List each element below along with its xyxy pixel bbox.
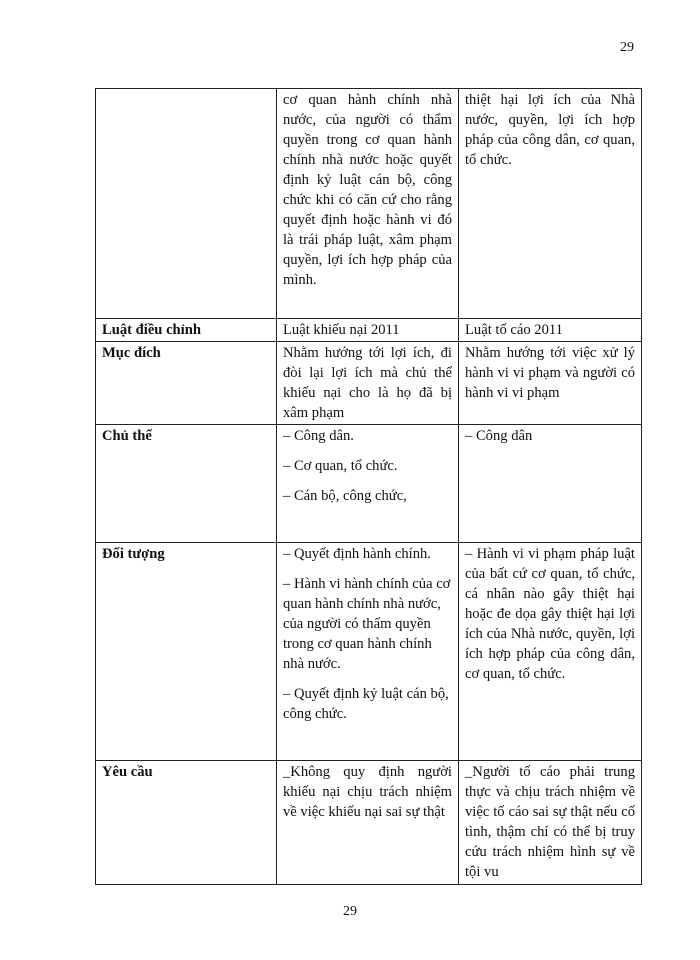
denunciation-cell: Nhằm hướng tới việc xử lý hành vi vi phạm và người có hành vi vi phạm <box>459 342 642 425</box>
row-label: Yêu cầu <box>96 761 277 885</box>
row-label: Mục đích <box>96 342 277 425</box>
complaint-cell: Nhằm hướng tới lợi ích, đi đòi lại lợi ích mà chủ thể khiếu nại cho là họ đã bị xâm phạm <box>277 342 459 425</box>
comparison-table <box>95 88 642 885</box>
row-label <box>96 89 277 319</box>
table-row <box>96 761 642 885</box>
list-item: – Hành vi vi phạm pháp luật của bất cứ cơ quan, tổ chức, cá nhân nào gây thiệt hại hoặc đe dọa gây thiệt hại lợi ích của Nhà nước, quyền, lợi ích hợp pháp của công dân, cơ quan, tổ chức. <box>465 546 635 682</box>
row-label: Đối tượng <box>96 543 277 761</box>
complaint-cell: Luật khiếu nại 2011 <box>277 319 459 342</box>
table-row <box>96 425 642 543</box>
list-item: – Cán bộ, công chức, <box>283 488 407 504</box>
table-row <box>96 342 642 425</box>
complaint-cell <box>277 543 459 761</box>
page-number-bottom: 29 <box>343 904 357 919</box>
denunciation-cell: _Người tố cáo phải trung thực và chịu trách nhiệm về việc tố cáo sai sự thật nếu cố tình, thậm chí có thể bị truy cứu trách nhiệm hình sự về tội vu <box>459 761 642 885</box>
list-item: – Hành vi hành chính của cơ quan hành chính nhà nước, của người có thẩm quyền trong cơ quan hành chính nhà nước. <box>283 576 451 672</box>
denunciation-cell <box>459 543 642 761</box>
complaint-cell <box>277 425 459 543</box>
row-label: Luật điều chỉnh <box>96 319 277 342</box>
denunciation-cell: thiệt hại lợi ích của Nhà nước, quyền, lợi ích hợp pháp của công dân, cơ quan, tổ chức. <box>459 89 642 319</box>
complaint-cell: _Không quy định người khiếu nại chịu trách nhiệm về việc khiếu nại sai sự thật <box>277 761 459 885</box>
list-item: – Quyết định kỷ luật cán bộ, công chức. <box>283 686 449 722</box>
row-label: Chủ thể <box>96 425 277 543</box>
list-item: – Cơ quan, tổ chức. <box>283 458 398 474</box>
list-item: – Quyết định hành chính. <box>283 546 431 562</box>
list-item: – Công dân. <box>283 428 354 444</box>
denunciation-cell: Luật tố cáo 2011 <box>459 319 642 342</box>
table-row <box>96 543 642 761</box>
denunciation-cell <box>459 425 642 543</box>
table-row <box>96 89 642 319</box>
list-item: – Công dân <box>465 428 533 444</box>
page-number-top: 29 <box>620 40 634 55</box>
table-row <box>96 319 642 342</box>
complaint-cell: cơ quan hành chính nhà nước, của người có thẩm quyền trong cơ quan hành chính nhà nước hoặc quyết định kỷ luật cán bộ, công chức khi có căn cứ cho rằng quyết định hoặc hành vi đó là trái pháp luật, xâm phạm quyền, lợi ích hợp pháp của mình. <box>277 89 459 319</box>
